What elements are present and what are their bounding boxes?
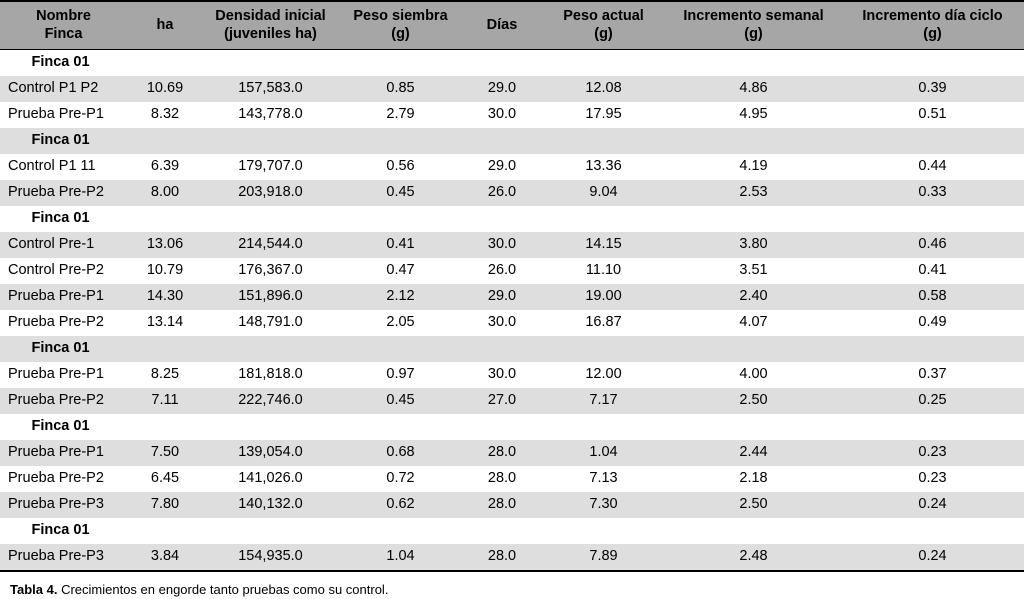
table-group-row [0, 414, 1024, 440]
table-header-row [0, 1, 1024, 50]
table-cell: 28.0 [463, 466, 541, 492]
column-header-line2: (g) [923, 26, 942, 43]
table-cell [338, 518, 463, 544]
table-cell [841, 518, 1024, 544]
table-cell: 30.0 [463, 102, 541, 128]
table-cell: 0.68 [338, 440, 463, 466]
table-body [0, 50, 1024, 572]
table-cell: 181,818.0 [203, 362, 338, 388]
table-cell [127, 336, 203, 362]
table-row [0, 388, 1024, 414]
row-name: Prueba Pre-P2 [0, 466, 127, 492]
table-cell: 12.00 [541, 362, 666, 388]
table-cell: 4.95 [666, 102, 841, 128]
table-cell: 203,918.0 [203, 180, 338, 206]
table-cell [338, 50, 463, 77]
table-cell: 10.69 [127, 76, 203, 102]
table-cell: 12.08 [541, 76, 666, 102]
table-cell: 143,778.0 [203, 102, 338, 128]
table-cell: 0.25 [841, 388, 1024, 414]
group-label: Finca 01 [0, 518, 127, 544]
table-cell: 1.04 [338, 544, 463, 571]
table-cell: 7.80 [127, 492, 203, 518]
table-cell: 0.97 [338, 362, 463, 388]
table-cell [666, 336, 841, 362]
table-cell: 29.0 [463, 154, 541, 180]
column-header-peso-siembra [338, 1, 463, 50]
table-row [0, 310, 1024, 336]
table-row [0, 544, 1024, 571]
table-cell: 27.0 [463, 388, 541, 414]
column-header-line1: Nombre [36, 8, 91, 24]
table-cell: 0.23 [841, 440, 1024, 466]
table-cell: 0.58 [841, 284, 1024, 310]
table-cell: 0.41 [841, 258, 1024, 284]
table-cell: 214,544.0 [203, 232, 338, 258]
table-cell: 139,054.0 [203, 440, 338, 466]
table-cell: 0.51 [841, 102, 1024, 128]
table-cell: 4.86 [666, 76, 841, 102]
table-cell: 2.18 [666, 466, 841, 492]
table-cell [127, 518, 203, 544]
table-cell: 140,132.0 [203, 492, 338, 518]
row-name: Control P1 11 [0, 154, 127, 180]
table-cell: 2.53 [666, 180, 841, 206]
table-row [0, 362, 1024, 388]
table-cell [203, 336, 338, 362]
table-cell: 222,746.0 [203, 388, 338, 414]
column-header-incremento-semanal [666, 1, 841, 50]
table-cell: 14.30 [127, 284, 203, 310]
column-header-ha [127, 1, 203, 50]
table-group-row [0, 206, 1024, 232]
table-cell: 10.79 [127, 258, 203, 284]
row-name: Prueba Pre-P1 [0, 284, 127, 310]
table-cell: 9.04 [541, 180, 666, 206]
table-cell [541, 50, 666, 77]
table-cell: 151,896.0 [203, 284, 338, 310]
row-name: Control Pre-P2 [0, 258, 127, 284]
table-cell [127, 50, 203, 77]
group-label: Finca 01 [0, 128, 127, 154]
table-cell: 0.46 [841, 232, 1024, 258]
column-header-line1: Incremento semanal [683, 8, 824, 24]
table-cell: 0.37 [841, 362, 1024, 388]
table-cell: 2.12 [338, 284, 463, 310]
caption-text: Crecimientos en engorde tanto pruebas como su control. [61, 582, 389, 598]
column-header-line1: Días [486, 17, 518, 34]
caption-label: Tabla 4. [10, 582, 58, 598]
table-row [0, 180, 1024, 206]
table-group-row [0, 518, 1024, 544]
row-name: Control P1 P2 [0, 76, 127, 102]
table-cell: 7.50 [127, 440, 203, 466]
table-cell [666, 414, 841, 440]
table-row [0, 154, 1024, 180]
table-cell: 7.17 [541, 388, 666, 414]
table-cell: 7.13 [541, 466, 666, 492]
row-name: Prueba Pre-P3 [0, 492, 127, 518]
row-name: Prueba Pre-P2 [0, 388, 127, 414]
table-row [0, 492, 1024, 518]
table-cell: 0.39 [841, 76, 1024, 102]
table-cell: 30.0 [463, 362, 541, 388]
table-cell [841, 206, 1024, 232]
group-label: Finca 01 [0, 336, 127, 362]
column-header-line2: (g) [594, 26, 613, 43]
table-cell: 29.0 [463, 76, 541, 102]
table-cell [541, 518, 666, 544]
table-cell [463, 518, 541, 544]
table-cell [541, 414, 666, 440]
table-cell: 30.0 [463, 310, 541, 336]
table-cell: 4.07 [666, 310, 841, 336]
column-header-line1: ha [156, 17, 174, 34]
table-cell [203, 50, 338, 77]
table-cell: 0.45 [338, 180, 463, 206]
table-row [0, 232, 1024, 258]
row-name: Prueba Pre-P1 [0, 102, 127, 128]
column-header-line1: Incremento día ciclo [862, 8, 1003, 24]
table-cell: 19.00 [541, 284, 666, 310]
table-cell [203, 128, 338, 154]
row-name: Control Pre-1 [0, 232, 127, 258]
table-row [0, 258, 1024, 284]
table-cell: 2.50 [666, 492, 841, 518]
table-cell [203, 518, 338, 544]
table-cell: 28.0 [463, 492, 541, 518]
table-cell: 2.44 [666, 440, 841, 466]
table-cell: 3.84 [127, 544, 203, 571]
table-cell: 141,026.0 [203, 466, 338, 492]
column-header-densidad-inicial [203, 1, 338, 50]
table-cell: 2.40 [666, 284, 841, 310]
table-cell [666, 50, 841, 77]
table-cell [338, 128, 463, 154]
table-cell: 28.0 [463, 544, 541, 571]
table-cell: 8.25 [127, 362, 203, 388]
table-cell: 14.15 [541, 232, 666, 258]
group-label: Finca 01 [0, 50, 127, 77]
table-cell [338, 206, 463, 232]
table-cell: 0.49 [841, 310, 1024, 336]
column-header-line1: Peso actual [563, 8, 644, 24]
table-cell [541, 128, 666, 154]
table-cell [463, 336, 541, 362]
table-cell [338, 336, 463, 362]
table-cell [463, 50, 541, 77]
table-cell [841, 336, 1024, 362]
column-header-line2: Finca [44, 26, 83, 43]
row-name: Prueba Pre-P3 [0, 544, 127, 571]
table-caption [0, 572, 1024, 599]
table-cell [338, 414, 463, 440]
column-header-nombre-finca [0, 1, 127, 50]
table-cell: 8.00 [127, 180, 203, 206]
table-cell: 0.41 [338, 232, 463, 258]
table-group-row [0, 128, 1024, 154]
table-cell: 2.48 [666, 544, 841, 571]
table-row [0, 284, 1024, 310]
table-cell: 13.14 [127, 310, 203, 336]
table-cell [463, 206, 541, 232]
table-cell [203, 206, 338, 232]
table-group-row [0, 336, 1024, 362]
table-cell: 0.47 [338, 258, 463, 284]
table-cell: 1.04 [541, 440, 666, 466]
table-cell: 16.87 [541, 310, 666, 336]
table-row [0, 76, 1024, 102]
row-name: Prueba Pre-P2 [0, 310, 127, 336]
table-cell: 7.89 [541, 544, 666, 571]
table-cell: 0.62 [338, 492, 463, 518]
table-cell: 0.72 [338, 466, 463, 492]
table-cell: 4.00 [666, 362, 841, 388]
table-header [0, 1, 1024, 50]
table-cell: 2.50 [666, 388, 841, 414]
table-cell [463, 414, 541, 440]
row-name: Prueba Pre-P1 [0, 440, 127, 466]
table-cell: 28.0 [463, 440, 541, 466]
table-cell: 6.39 [127, 154, 203, 180]
table-row [0, 102, 1024, 128]
table-cell: 30.0 [463, 232, 541, 258]
table-cell [127, 128, 203, 154]
table-cell [666, 128, 841, 154]
table-cell: 3.51 [666, 258, 841, 284]
table-cell: 7.30 [541, 492, 666, 518]
table-row [0, 466, 1024, 492]
table-cell [541, 336, 666, 362]
row-name: Prueba Pre-P2 [0, 180, 127, 206]
group-label: Finca 01 [0, 206, 127, 232]
table-cell: 3.80 [666, 232, 841, 258]
table-cell: 13.06 [127, 232, 203, 258]
table-cell: 11.10 [541, 258, 666, 284]
table-group-row [0, 50, 1024, 77]
column-header-dias [463, 1, 541, 50]
column-header-incremento-dia-ciclo [841, 1, 1024, 50]
column-header-line2: (juveniles ha) [224, 26, 317, 43]
table-cell: 13.36 [541, 154, 666, 180]
row-name: Prueba Pre-P1 [0, 362, 127, 388]
table-cell: 0.56 [338, 154, 463, 180]
table-cell: 8.32 [127, 102, 203, 128]
table-cell [541, 206, 666, 232]
table-cell: 2.05 [338, 310, 463, 336]
table-cell: 0.24 [841, 492, 1024, 518]
table-cell: 0.45 [338, 388, 463, 414]
column-header-line2: (g) [391, 26, 410, 43]
column-header-peso-actual [541, 1, 666, 50]
table-cell [127, 414, 203, 440]
column-header-line2: (g) [744, 26, 763, 43]
table-cell [666, 518, 841, 544]
table-cell: 4.19 [666, 154, 841, 180]
table-cell: 0.23 [841, 466, 1024, 492]
table-cell: 0.85 [338, 76, 463, 102]
table-cell: 179,707.0 [203, 154, 338, 180]
table-cell: 2.79 [338, 102, 463, 128]
column-header-line1: Peso siembra [353, 8, 448, 24]
table-cell: 26.0 [463, 258, 541, 284]
table-cell: 148,791.0 [203, 310, 338, 336]
table-cell: 26.0 [463, 180, 541, 206]
table-cell [841, 128, 1024, 154]
table-cell: 157,583.0 [203, 76, 338, 102]
table-cell: 29.0 [463, 284, 541, 310]
table-cell: 6.45 [127, 466, 203, 492]
table-cell: 0.33 [841, 180, 1024, 206]
table-cell: 176,367.0 [203, 258, 338, 284]
column-header-line1: Densidad inicial [215, 8, 326, 24]
table-cell: 7.11 [127, 388, 203, 414]
table-cell [463, 128, 541, 154]
table-cell: 0.44 [841, 154, 1024, 180]
table-row [0, 440, 1024, 466]
table-cell [841, 414, 1024, 440]
table-cell: 0.24 [841, 544, 1024, 571]
table-cell [666, 206, 841, 232]
table-cell [127, 206, 203, 232]
table-cell [841, 50, 1024, 77]
table-cell: 154,935.0 [203, 544, 338, 571]
table-cell [203, 414, 338, 440]
group-label: Finca 01 [0, 414, 127, 440]
table-cell: 17.95 [541, 102, 666, 128]
